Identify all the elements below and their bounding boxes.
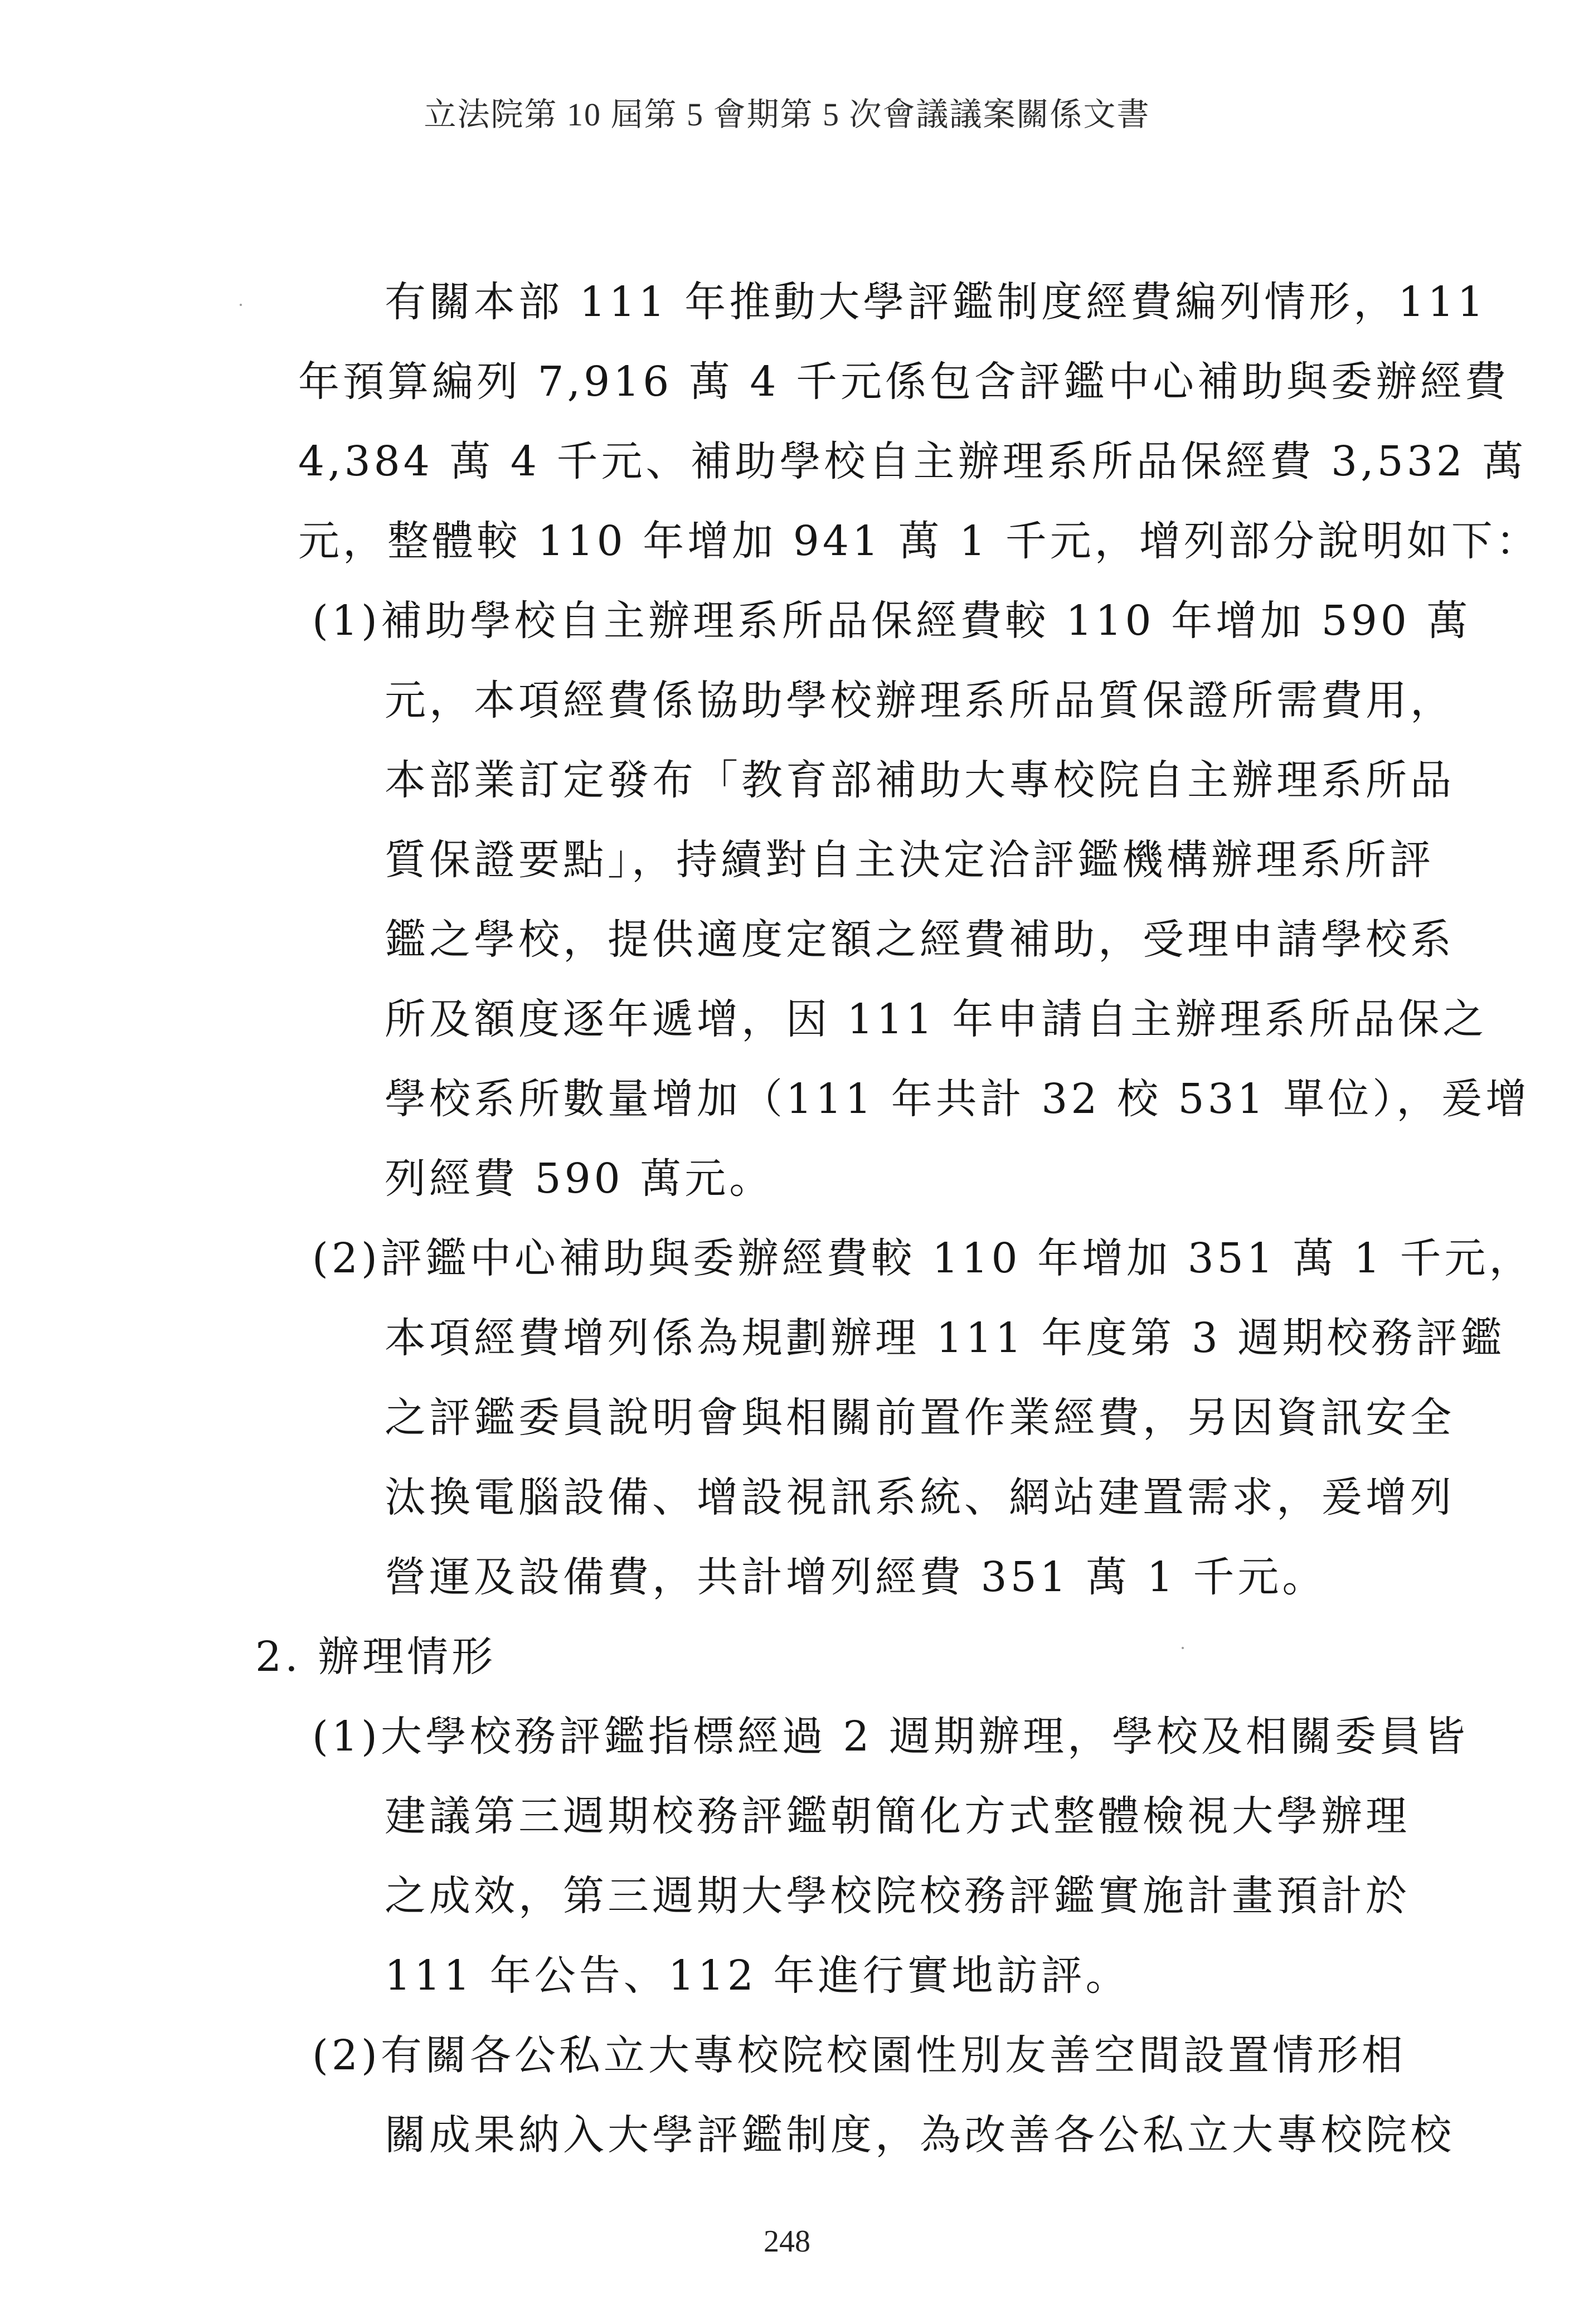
- list-item-1-line: 質保證要點」，持續對自主決定洽評鑑機構辦理系所評: [385, 836, 1434, 884]
- list-item-1-line: 列經費 590 萬元。: [385, 1155, 774, 1203]
- list-item-2-line: 本項經費增列係為規劃辦理 111 年度第 3 週期校務評鑑: [385, 1314, 1505, 1362]
- section-heading: 2. 辦理情形: [255, 1633, 497, 1681]
- paragraph-line: 元，整體較 110 年增加 941 萬 1 千元，增列部分說明如下：: [298, 517, 1541, 565]
- list-item-1-line: 111 年公告、112 年進行實地訪評。: [385, 1952, 1130, 2000]
- list-item-1-line: 之成效，第三週期大學校院校務評鑑實施計畫預計於: [385, 1872, 1410, 1920]
- list-item-1-line: (1)補助學校自主辦理系所品保經費較 110 年增加 590 萬: [312, 597, 1471, 645]
- paragraph-line: 有關本部 111 年推動大學評鑑制度經費編列情形，111: [385, 278, 1487, 326]
- page-number: 248: [764, 2224, 810, 2259]
- list-item-2-line: 之評鑑委員說明會與相關前置作業經費，另因資訊安全: [385, 1394, 1455, 1442]
- list-item-2-line: (2)有關各公私立大專校院校園性別友善空間設置情形相: [312, 2031, 1406, 2079]
- scan-speck: [240, 304, 242, 306]
- list-item-1-line: 所及額度逐年遞增，因 111 年申請自主辦理系所品保之: [385, 995, 1488, 1043]
- running-header: 立法院第 10 屆第 5 會期第 5 次會議議案關係文書: [424, 96, 1150, 133]
- list-item-1-line: 鑑之學校，提供適度定額之經費補助，受理申請學校系: [385, 916, 1455, 964]
- list-item-2-line: (2)評鑑中心補助與委辦經費較 110 年增加 351 萬 1 千元，: [312, 1234, 1534, 1282]
- list-item-1-line: 建議第三週期校務評鑑朝簡化方式整體檢視大學辦理: [385, 1792, 1410, 1840]
- list-item-1-line: 本部業訂定發布「教育部補助大專校院自主辦理系所品: [385, 756, 1455, 804]
- scan-speck: [1182, 1647, 1184, 1649]
- list-item-1-line: 學校系所數量增加（111 年共計 32 校 531 單位），爰增: [385, 1075, 1531, 1123]
- paragraph-line: 年預算編列 7,916 萬 4 千元係包含評鑑中心補助與委辦經費: [298, 358, 1510, 406]
- list-item-2-line: 營運及設備費，共計增列經費 351 萬 1 千元。: [385, 1553, 1327, 1601]
- list-item-2-line: 關成果納入大學評鑑制度，為改善各公私立大專校院校: [385, 2111, 1455, 2159]
- paragraph-line: 4,384 萬 4 千元、補助學校自主辦理系所品保經費 3,532 萬: [298, 437, 1527, 485]
- list-item-2-line: 汰換電腦設備、增設視訊系統、網站建置需求，爰增列: [385, 1474, 1455, 1521]
- list-item-1-line: (1)大學校務評鑑指標經過 2 週期辦理，學校及相關委員皆: [312, 1713, 1469, 1761]
- list-item-1-line: 元，本項經費係協助學校辦理系所品質保證所需費用，: [385, 677, 1455, 725]
